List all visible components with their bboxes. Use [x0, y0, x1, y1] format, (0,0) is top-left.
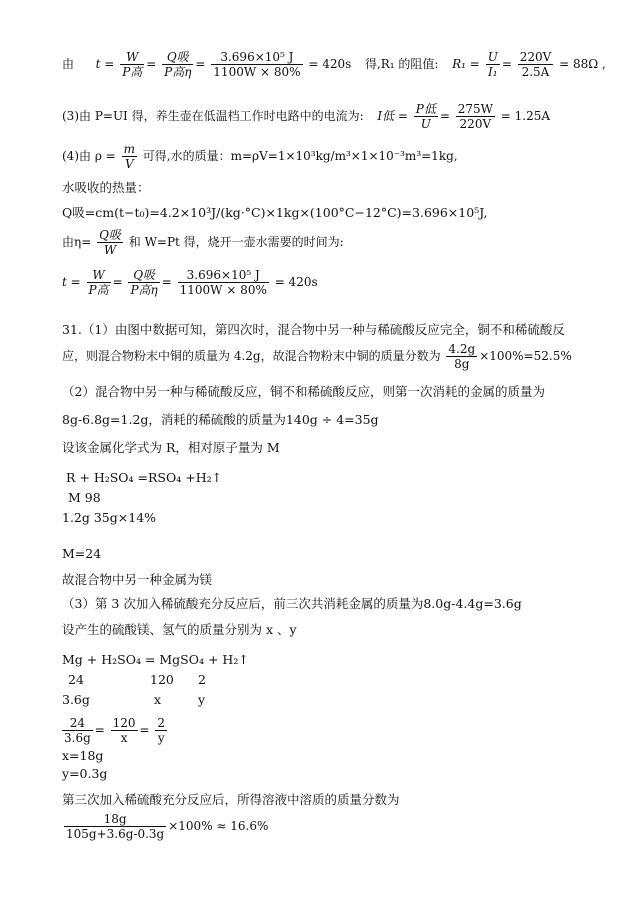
rxn2-equation: Mg + H₂SO₄ = MgSO₄ + H₂↑ — [62, 652, 249, 667]
eq-t-symbol-2: t = — [62, 275, 81, 289]
rxn2-row3-c: y — [198, 692, 206, 707]
frac-4.2-over-8: $\frac{4.2g}{8g}$ — [448, 342, 476, 371]
q31-p2-line1: （2）混合物中另一种与稀硫酸反应，铜不和稀硫酸反应，则第一次消耗的金属的质量为 — [62, 384, 545, 399]
part4-line — [62, 142, 458, 171]
frac-m-over-v: $\frac{m}{V}$ — [123, 142, 135, 171]
rxn2-row2-c: 2 — [198, 672, 206, 687]
rxn2-row3-a: 3.6g — [62, 692, 90, 707]
heat-equation: Q吸=cm(t−t₀)=4.2×10³J/(kg·°C)×1kg×(100°C−12°C)=3.696×10⁵J, — [62, 205, 488, 220]
heat-label: 水吸收的热量： — [62, 180, 150, 195]
text-lead: 由 — [62, 57, 75, 71]
q31-p3-line1: （3）第 3 次加入稀硫酸充分反应后，前三次共消耗金属的质量为8.0g-4.4g=3.6g — [62, 596, 522, 611]
m-result: M=24 — [62, 546, 102, 561]
rxn2-row2-a: 24 — [68, 672, 84, 687]
eq-time-r1-line: 由 t = $\frac{W}{\text{P高}}$ = $\frac{\text{Q吸}}{\text{P高η}}$ = $\frac{\text{3.696×10⁵ J}}{1100W \times 80\%}$ = 420s 得,R₁ 的阻值: R₁ = $\frac{U}{\text{I₁}}$ = $\frac{220V}{2.5A}$ = 88Ω , — [62, 50, 606, 79]
y-result: y=0.3g — [62, 766, 108, 781]
rxn1-equation: R + H₂SO₄ =RSO₄ +H₂↑ — [66, 470, 223, 485]
rxn1-row2: M 98 — [68, 490, 101, 505]
final-equation — [62, 812, 268, 841]
conclusion: 故混合物中另一种金属为镁 — [62, 572, 213, 587]
eta-prefix: 由η= — [62, 235, 92, 249]
frac-2-over-y: $\frac{2}{y}$ — [157, 716, 166, 745]
eq-t-symbol: t = — [95, 57, 115, 71]
frac-value: $\frac{\text{3.696×10⁵ J}}{1100W \times 80\%}$ — [213, 50, 301, 79]
frac-275-over-220: $\frac{275W}{220V}$ — [457, 102, 493, 131]
q31-p3-line2: 设产生的硫酸镁、氢气的质量分别为 x 、y — [62, 622, 297, 637]
part4-text: 可得,水的质量：m=ρV=1×10³kg/m³×1×10⁻³m³=1kg, — [142, 149, 458, 163]
part3-text: (3)由 P=UI 得，养生壶在低温档工作时电路中的电流为: — [62, 109, 364, 123]
frac-w-over-p-2: $\frac{W}{\text{P高}}$ — [88, 268, 109, 297]
eq-i-low-symbol: I低 = — [377, 109, 408, 123]
frac-final: $\frac{18g}{105g+3.6g-0.3g}$ — [66, 812, 165, 841]
final-result: ×100% ≈ 16.6% — [168, 819, 269, 833]
frac-u-over-i: $\frac{U}{\text{I₁}}$ — [487, 50, 498, 79]
rxn1-row3: 1.2g 35g×14% — [62, 510, 157, 525]
q31-p2-line2: 8g-6.8g=1.2g，消耗的稀硫酸的质量为140g ÷ 4=35g — [62, 412, 379, 427]
x-result: x=18g — [62, 748, 104, 763]
result-1.25A: = 1.25A — [500, 109, 551, 123]
q31-p1-text: 应，则混合物粉末中铜的质量为 4.2g，故混合物粉末中铜的质量分数为 — [62, 349, 441, 363]
frac-value-2: $\frac{\text{3.696×10⁵ J}}{1100W \times 80\%}$ — [179, 268, 267, 297]
frac-q-over-w: $\frac{\text{Q吸}}{W}$ — [99, 228, 121, 257]
frac-120-over-x: $\frac{120}{x}$ — [112, 716, 136, 745]
final-label: 第三次加入稀硫酸充分反应后，所得溶液中溶质的质量分数为 — [62, 792, 400, 807]
result-88ohm: = 88Ω , — [559, 57, 606, 71]
frac-24-over-3.6: $\frac{24}{3.6g}$ — [64, 716, 91, 745]
frac-p-over-u: $\frac{\text{P低}}{U}$ — [415, 102, 436, 131]
frac-q-over-peta-2: $\frac{\text{Q吸}}{\text{P高η}}$ — [130, 268, 158, 297]
q31-p2-line3: 设该金属化学式为 R，相对原子量为 M — [62, 440, 280, 455]
rxn2-row3-b: x — [154, 692, 162, 707]
ratio-equation: $\frac{24}{3.6g}$ = $\frac{120}{x}$ = $\frac{2}{y}$ — [64, 716, 166, 745]
result-420s: = 420s — [308, 57, 352, 71]
part3-line: (3)由 P=UI 得，养生壶在低温档工作时电路中的电流为: I低 = $\frac{\text{P低}}{U}$ = $\frac{275W}{220V}$ = 1.25A — [62, 102, 551, 131]
q31-p1-result: ×100%=52.5% — [479, 349, 572, 363]
frac-220-over-2.5: $\frac{220V}{2.5A}$ — [519, 50, 552, 79]
t-equation: t = $\frac{W}{\text{P高}}$ = $\frac{\text{Q吸}}{\text{P高η}}$ = $\frac{\text{3.696×10⁵ J}}{1100W \times 80\%}$ = 420s — [62, 268, 318, 297]
part4-prefix: (4)由 ρ = — [62, 149, 116, 163]
result-420s-2: = 420s — [274, 275, 318, 289]
text-r1-label: 得,R₁ 的阻值: — [364, 57, 439, 71]
frac-q-over-peta: $\frac{\text{Q吸}}{\text{P高η}}$ — [164, 50, 192, 79]
eq-r1-symbol: R₁ = — [452, 57, 480, 71]
q31-p1-line2 — [62, 342, 572, 371]
frac-w-over-p: $\frac{W}{\text{P高}}$ — [122, 50, 143, 79]
rxn2-row2-b: 120 — [150, 672, 174, 687]
eta-suffix: 和 W=Pt 得，烧开一壶水需要的时间为: — [128, 235, 344, 249]
q31-p1-line1: 31.（1）由图中数据可知，第四次时，混合物中另一种与稀硫酸反应完全，铜不和稀硫酸反 — [62, 322, 565, 337]
eta-line — [62, 228, 344, 257]
